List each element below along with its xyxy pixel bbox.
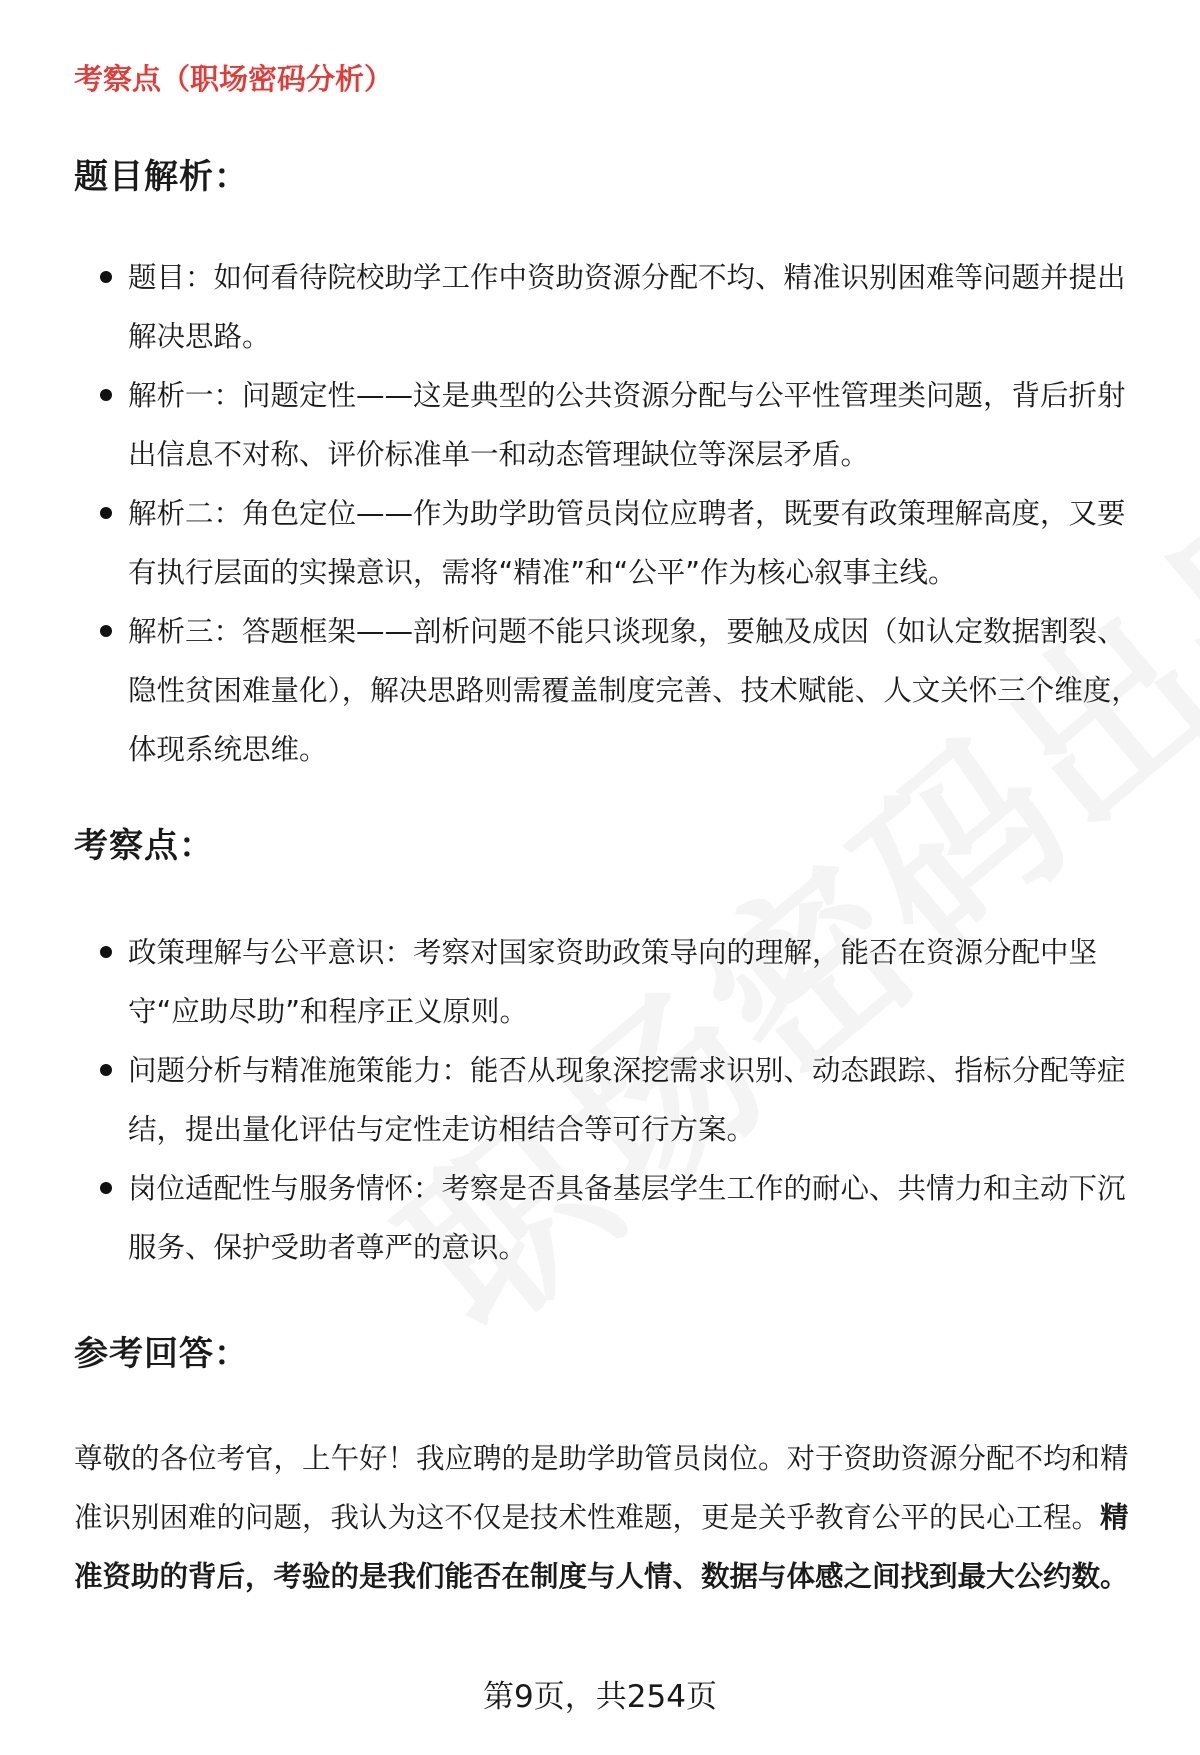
bullet-icon: [100, 507, 112, 519]
section-title-answer: 参考回答：: [74, 1334, 249, 1374]
list-item: [74, 923, 1150, 1041]
list-item-text: 解析三：答题框架——剖析问题不能只谈现象，要触及成因（如认定数据割裂、隐性贫困难量化），解决思路则需覆盖制度完善、技术赋能、人文关怀三个维度，体现系统思维。: [128, 615, 1140, 766]
points-list: [74, 923, 1150, 1277]
bullet-icon: [100, 389, 112, 401]
list-item-text: 解析一：问题定性——这是典型的公共资源分配与公平性管理类问题，背后折射出信息不对称、评价标准单一和动态管理缺位等深层矛盾。: [128, 379, 1126, 471]
answer-text: 尊敬的各位考官，上午好！我应聘的是助学助管员岗位。对于资助资源分配不均和精准识别困难的问题，我认为这不仅是技术性难题，更是关乎教育公平的民心工程。: [74, 1442, 1129, 1534]
analysis-list: [74, 248, 1150, 779]
bullet-icon: [100, 625, 112, 637]
list-item: [74, 484, 1150, 602]
list-item-text: 岗位适配性与服务情怀：考察是否具备基层学生工作的耐心、共情力和主动下沉服务、保护受助者尊严的意识。: [128, 1172, 1126, 1264]
page-number: 第9页，共254页: [483, 1679, 717, 1715]
bullet-icon: [100, 946, 112, 958]
list-item: [74, 248, 1150, 366]
section-title-analysis: 题目解析：: [74, 157, 249, 197]
bullet-icon: [100, 1182, 112, 1194]
answer-paragraph: [74, 1429, 1150, 1606]
list-item: [74, 602, 1150, 779]
list-item-text: 题目：如何看待院校助学工作中资助资源分配不均、精准识别困难等问题并提出解决思路。: [128, 261, 1126, 353]
list-item: [74, 366, 1150, 484]
list-item-text: 政策理解与公平意识：考察对国家资助政策导向的理解，能否在资源分配中坚守“应助尽助”和程序正义原则。: [128, 936, 1098, 1028]
list-item-text: 问题分析与精准施策能力：能否从现象深挖需求识别、动态跟踪、指标分配等症结，提出量化评估与定性走访相结合等可行方案。: [128, 1054, 1126, 1146]
section-title-points: 考察点：: [74, 826, 214, 866]
header-label: 考察点（职场密码分析）: [74, 62, 394, 96]
bullet-icon: [100, 1064, 112, 1076]
list-item-text: 解析二：角色定位——作为助学助管员岗位应聘者，既要有政策理解高度，又要有执行层面的实操意识，需将“精准”和“公平”作为核心叙事主线。: [128, 497, 1126, 589]
list-item: [74, 1159, 1150, 1277]
answer-emphasis: 精准资助的背后，考验的是我们能否在制度与人情、数据与体感之间找到最大公约数。: [74, 1501, 1129, 1593]
list-item: [74, 1041, 1150, 1159]
page-content: [74, 56, 1150, 1606]
bullet-icon: [100, 271, 112, 283]
